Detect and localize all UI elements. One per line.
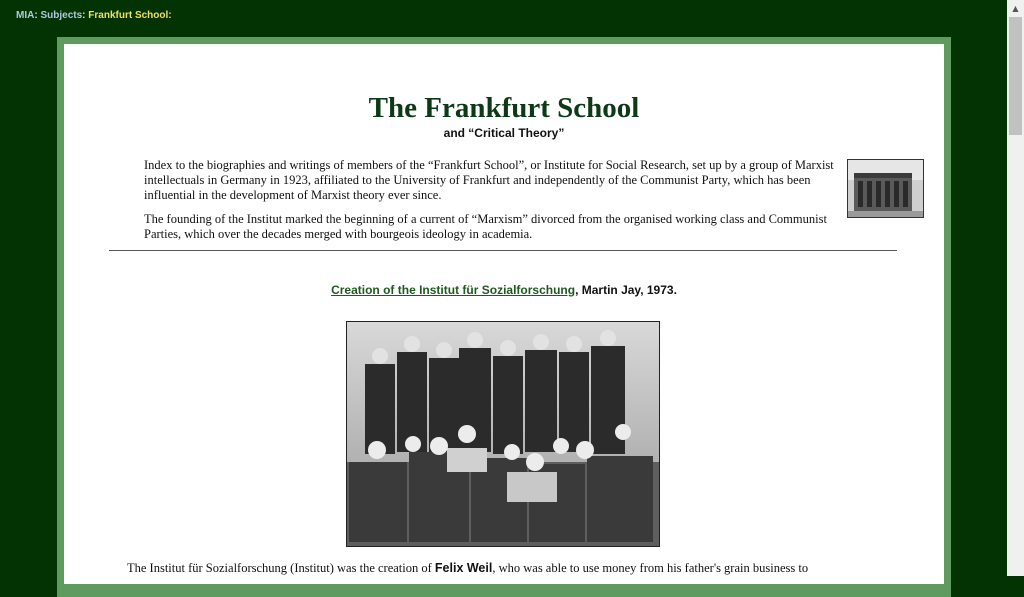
- institute-building-image[interactable]: [847, 159, 924, 218]
- frankfurt-school-group-photo: [346, 321, 660, 547]
- divider: [109, 250, 897, 251]
- page-title: The Frankfurt School: [368, 92, 640, 124]
- breadcrumb-current: Frankfurt School:: [88, 10, 172, 21]
- breadcrumb-separator: :: [82, 10, 86, 21]
- content-page: [64, 44, 944, 584]
- body-text-prefix: The Institut für Sozialforschung (Institut) was the creation of: [127, 561, 435, 575]
- page-subtitle: and “Critical Theory”: [443, 126, 565, 140]
- creation-of-institut-link[interactable]: Creation of the Institut für Sozialforschung: [331, 283, 576, 297]
- breadcrumb-separator: :: [34, 10, 38, 21]
- vertical-scrollbar[interactable]: [1007, 0, 1024, 576]
- intro-paragraph: Index to the biographies and writings of members of the “Frankfurt School”, or Institute for Social Research, set up by a group of Marxist intellectuals in Germany in 1923, affiliated to the University of Frankfurt and independently of the Communist Party, which has been influential in the development of Marxist theory ever since.: [144, 158, 834, 202]
- intro-text: [144, 158, 834, 251]
- scrollbar-thumb[interactable]: [1009, 17, 1022, 135]
- reference-suffix: , Martin Jay, 1973.: [575, 283, 677, 297]
- breadcrumb-link-subjects[interactable]: Subjects: [40, 10, 83, 21]
- breadcrumb-link-mia[interactable]: MIA: [16, 10, 35, 21]
- breadcrumb: [16, 10, 172, 21]
- body-text-suffix: , who was able to use money from his father's grain business to: [492, 561, 809, 575]
- scroll-up-arrow-icon[interactable]: ▲: [1012, 4, 1019, 13]
- intro-paragraph: The founding of the Institut marked the beginning of a current of “Marxism” divorced from the organised working class and Communist Parties, which over the decades merged with bourgeois ideology in academia.: [144, 212, 827, 241]
- body-paragraph: [127, 560, 887, 576]
- reference-line: [64, 283, 944, 297]
- felix-weil-name: Felix Weil: [434, 561, 493, 575]
